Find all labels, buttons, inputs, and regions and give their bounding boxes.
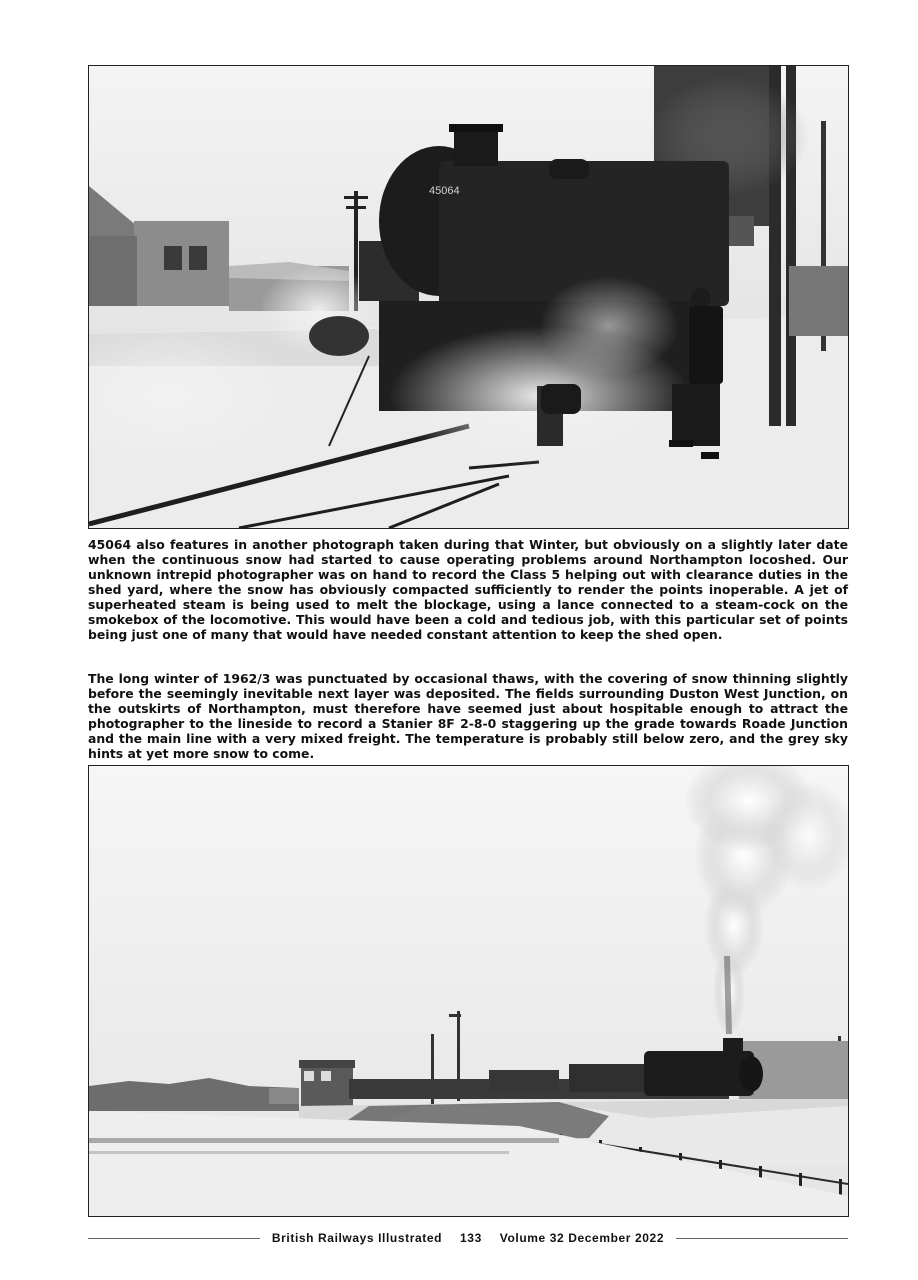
smokebox-number-plate: 45064 <box>429 185 460 197</box>
footer-issue: Volume 32 December 2022 <box>499 1231 665 1245</box>
photo-freight-train <box>88 765 849 1217</box>
footer-rule-right <box>676 1238 848 1239</box>
caption-locomotive-shed: 45064 also features in another photograph taken during that Winter, but obviously on a slightly later date when the continuous snow had started to cause operating problems around Northampton locoshed. Our unknown intrepid photographer was on hand to record the Class 5 helping out with clearance duties in the shed yard, where the snow has obviously compacted sufficiently to render the points inoperable. A jet of superheated steam is being used to melt the blockage, using a lance connected to a steam-cock on the smokebox of the locomotive. This would have been a cold and tedious job, with this particular set of points being just one of many that would have needed constant attention to keep the shed open. <box>88 537 848 642</box>
footer-rule-left <box>88 1238 260 1239</box>
footer-text <box>272 1231 664 1245</box>
footer-page-number: 133 <box>460 1231 482 1245</box>
caption-duston-west-junction: The long winter of 1962/3 was punctuated by occasional thaws, with the covering of snow thinning slightly before the seemingly inevitable next layer was deposited. The fields surrounding Duston West Junction, on the outskirts of Northampton, must therefore have seemed just about hospitable enough to attract the photographer to the lineside to record a Stanier 8F 2-8-0 staggering up the grade towards Roade Junction and the main line with a very mixed freight. The temperature is probably still below zero, and the grey sky hints at yet more snow to come. <box>88 671 848 761</box>
locomotive-shed-illustration <box>89 66 848 528</box>
footer-publication: British Railways Illustrated <box>271 1231 443 1245</box>
freight-train-illustration <box>89 766 848 1216</box>
photo-locomotive-shed <box>88 65 849 529</box>
page-footer <box>88 1230 848 1246</box>
